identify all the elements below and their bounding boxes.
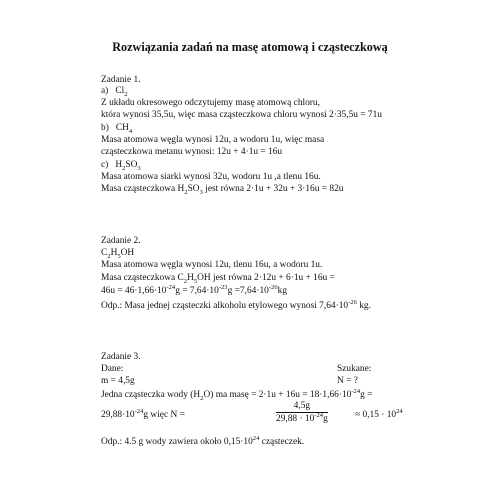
- task2-line3: $46u = 46\cdot 1,66\cdot 10^{-24}g = 7,64\cdot 10^{-23}g =7,64\cdot 10^{-26}kg$: [101, 283, 288, 296]
- task2-formula: $C_2H_5OH$: [101, 248, 135, 260]
- task3-given-value: m = 4,5g: [101, 376, 135, 386]
- task3-header: Zadanie 3.: [101, 352, 141, 362]
- task3-result: ≈ $0,15 \cdot 10^{24}$: [355, 407, 403, 420]
- task2-line1: Masa atomowa węgla wynosi 12u, tlenu 16u, a wodoru 1u.: [101, 260, 323, 270]
- task1b-line1: Masa atomowa węgla wynosi 12u, a wodoru 1u, więc masa: [101, 135, 325, 145]
- task3-line1: Jedna cząsteczka wody $(H_2O)$ ma masę = $2\cdot 1u + 16u = 18\cdot 1,66\cdot 10^{-24}g$ =: [101, 387, 373, 402]
- task1b-formula: b) $CH_4$: [101, 123, 133, 135]
- page-title: Rozwiązania zadań na masę atomową i cząsteczkową: [112, 40, 388, 54]
- task1a-line2: która wynosi 35,5u, więc masa cząsteczkowa chloru wynosi 2·35,5u = 71u: [101, 110, 382, 120]
- task3-line2: $29,88\cdot 10^{-24}g$ więc N =: [101, 407, 185, 420]
- task1b-line2: cząsteczkowa metanu wynosi: 12u + 4·1u = 16u: [101, 147, 283, 157]
- task3-answer: Odp.: 4.5 g wody zawiera około $0,15\cdot 10^{24}$ cząsteczek.: [101, 434, 305, 447]
- task1a-formula: a) $Cl_2$: [101, 86, 128, 98]
- fraction-denominator: $29,88 \cdot 10^{-24}g$: [276, 411, 328, 424]
- task1-header: Zadanie 1.: [101, 75, 141, 85]
- task3-fraction: [276, 401, 328, 424]
- task2-answer: Odp.: Masa jednej cząsteczki alkoholu etylowego wynosi $7,64\cdot 10^{-26}$ kg.: [101, 298, 371, 311]
- task2-header: Zadanie 2.: [101, 236, 141, 246]
- task1c-line2: Masa cząsteczkowa $H_2SO_3$ jest równa 2·1u + 32u + 3·16u = 82u: [101, 184, 344, 196]
- task1c-formula: c) $H_2SO_3$: [101, 160, 141, 172]
- task1a-line1: Z układu okresowego odczytujemy masę atomową chloru,: [101, 98, 320, 108]
- task2-line2: Masa cząsteczkowa $C_2H_5OH$ jest równa 2·12u + 6·1u + 16u =: [101, 273, 335, 285]
- task3-sought-value: N = ?: [337, 376, 358, 386]
- task1c-line1: Masa atomowa siarki wynosi 32u, wodoru 1u ,a tlenu 16u.: [101, 172, 321, 182]
- task3-given-label: Dane:: [101, 364, 124, 374]
- fraction-numerator: 4,5g: [276, 401, 328, 413]
- task3-sought-label: Szukane:: [337, 364, 372, 374]
